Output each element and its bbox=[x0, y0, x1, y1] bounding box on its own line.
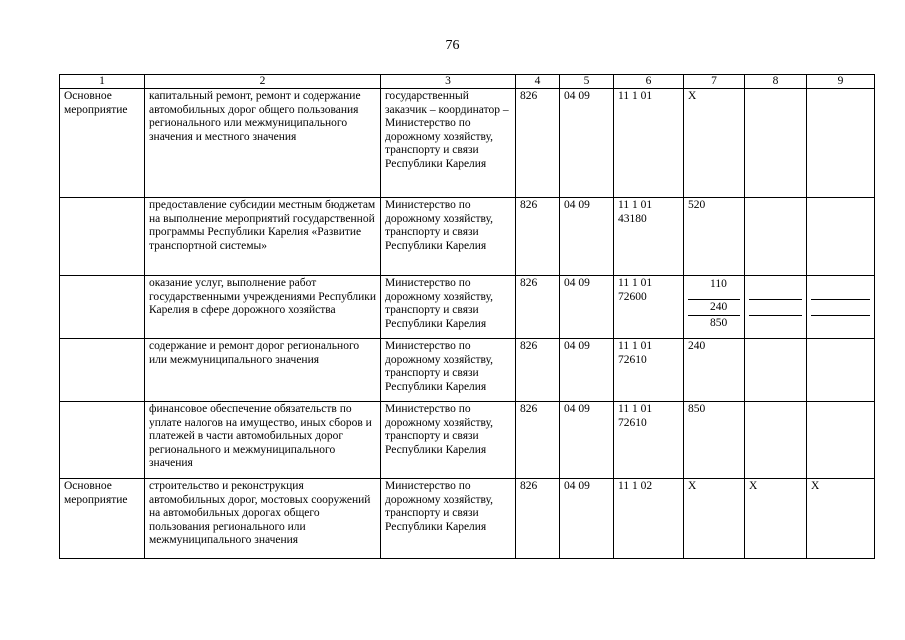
col9-cell bbox=[807, 198, 875, 276]
column-header: 4 bbox=[516, 75, 560, 89]
col8-subcell bbox=[749, 299, 802, 315]
table-row bbox=[60, 89, 875, 198]
grbs-cell: 826 bbox=[516, 339, 560, 402]
event-type-cell bbox=[60, 402, 145, 479]
col9-cell: Х bbox=[807, 479, 875, 559]
col9-cell bbox=[807, 402, 875, 479]
section-cell: 04 09 bbox=[560, 339, 614, 402]
col8-cell: Х bbox=[745, 479, 807, 559]
table-row bbox=[60, 276, 875, 339]
expense-type-value: 850 bbox=[688, 315, 740, 331]
table-row bbox=[60, 339, 875, 402]
description-cell: содержание и ремонт дорог регионального или межмуниципального значения bbox=[145, 339, 381, 402]
grbs-cell: 826 bbox=[516, 276, 560, 339]
target-item-cell: 11 1 01 43180 bbox=[614, 198, 684, 276]
header-row bbox=[60, 75, 875, 89]
column-header: 7 bbox=[684, 75, 745, 89]
table-row bbox=[60, 479, 875, 559]
column-header: 6 bbox=[614, 75, 684, 89]
table-row bbox=[60, 198, 875, 276]
event-type-cell bbox=[60, 276, 145, 339]
section-cell: 04 09 bbox=[560, 402, 614, 479]
target-item-cell: 11 1 01 bbox=[614, 89, 684, 198]
section-cell: 04 09 bbox=[560, 479, 614, 559]
expense-type-cell: 520 bbox=[684, 198, 745, 276]
page-number: 76 bbox=[445, 38, 460, 53]
col8-subcell bbox=[749, 315, 802, 331]
event-type-cell: Основное мероприятие bbox=[60, 89, 145, 198]
description-cell: предоставление субсидии местным бюджетам на выполнение мероприятий государственной программы Республики Карелия «Развитие транспортной системы» bbox=[145, 198, 381, 276]
expense-type-cell: Х bbox=[684, 479, 745, 559]
expense-type-value: 240 bbox=[688, 299, 740, 315]
column-header: 1 bbox=[60, 75, 145, 89]
col9-cell bbox=[807, 89, 875, 198]
event-type-cell bbox=[60, 198, 145, 276]
grbs-cell: 826 bbox=[516, 479, 560, 559]
executor-cell: Министерство по дорожному хозяйству, транспорту и связи Республики Карелия bbox=[381, 339, 516, 402]
column-header: 9 bbox=[807, 75, 875, 89]
grbs-cell: 826 bbox=[516, 89, 560, 198]
section-cell: 04 09 bbox=[560, 89, 614, 198]
target-item-cell: 11 1 01 72610 bbox=[614, 339, 684, 402]
program-table bbox=[59, 74, 875, 559]
col9-cell bbox=[807, 276, 875, 339]
target-item-cell: 11 1 02 bbox=[614, 479, 684, 559]
event-type-cell bbox=[60, 339, 145, 402]
section-cell: 04 09 bbox=[560, 276, 614, 339]
expense-type-cell: 850 bbox=[684, 402, 745, 479]
executor-cell: Министерство по дорожному хозяйству, транспорту и связи Республики Карелия bbox=[381, 479, 516, 559]
description-cell: оказание услуг, выполнение работ государственными учреждениями Республики Карелия в сфере дорожного хозяйства bbox=[145, 276, 381, 339]
section-cell: 04 09 bbox=[560, 198, 614, 276]
column-header: 3 bbox=[381, 75, 516, 89]
column-header: 2 bbox=[145, 75, 381, 89]
executor-cell: Министерство по дорожному хозяйству, транспорту и связи Республики Карелия bbox=[381, 402, 516, 479]
column-header: 8 bbox=[745, 75, 807, 89]
col9-subcell bbox=[811, 299, 870, 315]
col8-cell bbox=[745, 89, 807, 198]
event-type-cell: Основное мероприятие bbox=[60, 479, 145, 559]
expense-type-cell bbox=[684, 276, 745, 339]
grbs-cell: 826 bbox=[516, 198, 560, 276]
executor-cell: Министерство по дорожному хозяйству, транспорту и связи Республики Карелия bbox=[381, 198, 516, 276]
col9-cell bbox=[807, 339, 875, 402]
grbs-cell: 826 bbox=[516, 402, 560, 479]
col8-cell bbox=[745, 402, 807, 479]
target-item-cell: 11 1 01 72610 bbox=[614, 402, 684, 479]
table-row bbox=[60, 402, 875, 479]
expense-type-value: 110 bbox=[710, 278, 727, 290]
description-cell: строительство и реконструкция автомобильных дорог, мостовых сооружений на автомобильных дорогах общего пользования регионального или межмуниципального значения bbox=[145, 479, 381, 559]
expense-type-cell: Х bbox=[684, 89, 745, 198]
description-cell: финансовое обеспечение обязательств по уплате налогов на имущество, иных сборов и платежей в части автомобильных дорог регионального и межмуниципального значения bbox=[145, 402, 381, 479]
col9-subcell bbox=[811, 315, 870, 331]
col8-cell bbox=[745, 198, 807, 276]
column-header: 5 bbox=[560, 75, 614, 89]
executor-cell: государственный заказчик – координатор – Министерство по дорожному хозяйству, транспорту и связи Республики Карелия bbox=[381, 89, 516, 198]
executor-cell: Министерство по дорожному хозяйству, транспорту и связи Республики Карелия bbox=[381, 276, 516, 339]
target-item-cell: 11 1 01 72600 bbox=[614, 276, 684, 339]
col8-cell bbox=[745, 276, 807, 339]
expense-type-cell: 240 bbox=[684, 339, 745, 402]
col8-cell bbox=[745, 339, 807, 402]
description-cell: капитальный ремонт, ремонт и содержание автомобильных дорог общего пользования регионального или межмуниципального значения и местного значения bbox=[145, 89, 381, 198]
col9-subcell bbox=[811, 277, 870, 299]
col8-subcell bbox=[749, 277, 802, 299]
